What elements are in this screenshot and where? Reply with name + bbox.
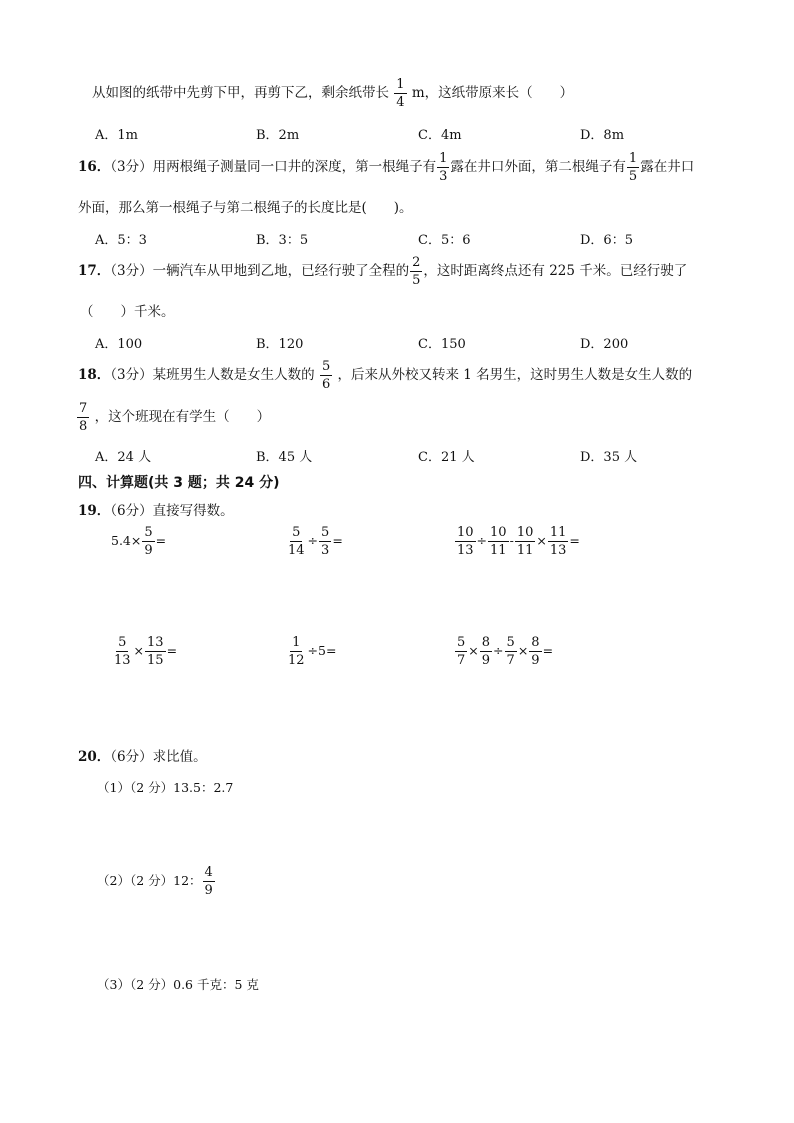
- q19-expr-4: $\frac{5}{13}$ × $\frac{13}{15}$ =: [114, 635, 178, 668]
- q16-fraction-1: $\frac{1}{3}$: [439, 151, 448, 184]
- q17-score: （3分）: [110, 263, 153, 279]
- q20-part-2: （2）（2 分）12： $\frac{4}{9}$: [97, 865, 213, 898]
- q19-stem: [78, 499, 234, 519]
- q18-option-b[interactable]: B．45 人: [256, 450, 313, 465]
- q20-score: （6分）: [110, 749, 153, 765]
- q20-part-2-fraction: $\frac{4}{9}$: [204, 865, 213, 898]
- q18-line2: [76, 402, 270, 433]
- q20-stem: [78, 745, 207, 765]
- q15-fraction: $\frac{1}{4}$: [396, 77, 405, 110]
- q16-option-c[interactable]: C．5：6: [418, 233, 471, 248]
- q16-option-b[interactable]: B．3：5: [256, 233, 309, 248]
- q17-text2: ，这时距离终点还有 225 千米。已经行驶了: [423, 263, 688, 279]
- q15-option-a[interactable]: A．1m: [95, 128, 138, 143]
- q16-text1: 用两根绳子测量同一口井的深度，第一根绳子有: [152, 159, 437, 175]
- q15-option-b[interactable]: B．2m: [256, 128, 300, 143]
- q17-option-d[interactable]: D．200: [580, 337, 629, 352]
- q17-option-a[interactable]: A．100: [95, 337, 143, 352]
- q16-fraction-2: $\frac{1}{5}$: [628, 151, 638, 184]
- q18-text2: ，后来从外校又转来 1 名男生，这时男生人数是女生人数的: [337, 367, 693, 383]
- q15-text-before: 从如图的纸带中先剪下甲，再剪下乙，剩余纸带长: [92, 85, 389, 101]
- q18-number: 18．: [78, 367, 111, 383]
- q20-text: 求比值。: [152, 749, 207, 765]
- q17-option-c[interactable]: C．150: [418, 337, 466, 352]
- q19-number: 19．: [78, 503, 111, 519]
- q16-text3: 露在井口: [640, 159, 695, 175]
- q17-stem: [78, 256, 687, 287]
- q16-text2: 露在井口外面，第二根绳子有: [450, 159, 626, 175]
- q18-score: （3分）: [110, 367, 153, 383]
- q18-option-d[interactable]: D．35 人: [580, 450, 638, 465]
- q16-score: （3分）: [110, 159, 153, 175]
- q19-expr-2: $\frac{5}{14}$ ÷ $\frac{5}{3}$ =: [288, 525, 343, 558]
- q20-part-1: （1）（2 分）13.5：2.7: [97, 780, 234, 795]
- q20-number: 20．: [78, 749, 111, 765]
- q19-text: 直接写得数。: [152, 503, 234, 519]
- q16-option-a[interactable]: A．5：3: [95, 233, 147, 248]
- q17-line2: （ ）千米。: [80, 304, 175, 320]
- q15-text-after: m，这纸带原来长（ ）: [411, 85, 574, 101]
- q19-expr-1: 5.4× $\frac{5}{9}$ =: [111, 525, 167, 558]
- q18-option-a[interactable]: A．24 人: [95, 450, 152, 465]
- q15-option-d[interactable]: D．8m: [580, 128, 625, 143]
- q16-stem: [78, 152, 694, 183]
- q18-line2-text: ，这个班现在有学生（ ）: [94, 409, 271, 425]
- q16-line2: 外面，那么第一根绳子与第二根绳子的长度比是( )。: [78, 200, 413, 216]
- q19-expr-5: $\frac{1}{12}$ ÷5=: [288, 635, 337, 668]
- section-title: 四、计算题(共 3 题；共 24 分): [78, 475, 280, 491]
- q19-expr-6: $\frac{5}{7}$ × $\frac{8}{9}$ ÷ $\frac{5}{7}$ × $\frac{8}{9}$ =: [457, 635, 554, 668]
- q18-fraction-1: $\frac{5}{6}$: [321, 359, 331, 392]
- q17-fraction: $\frac{2}{5}$: [412, 255, 421, 288]
- q15-option-c[interactable]: C．4m: [418, 128, 462, 143]
- q18-fraction-2: $\frac{7}{8}$: [79, 401, 88, 434]
- q19-expr-3: $\frac{10}{13}$ ÷ $\frac{10}{11}$ - $\frac{10}{11}$ × $\frac{11}{13}$ =: [457, 525, 580, 558]
- q20-part-3: （3）（2 分）0.6 千克：5 克: [97, 977, 259, 992]
- q17-number: 17．: [78, 263, 111, 279]
- q16-option-d[interactable]: D．6：5: [580, 233, 633, 248]
- q16-number: 16．: [78, 159, 111, 175]
- q19-score: （6分）: [110, 503, 153, 519]
- q17-text1: 一辆汽车从甲地到乙地，已经行驶了全程的: [152, 263, 410, 279]
- q18-text1: 某班男生人数是女生人数的: [152, 367, 315, 383]
- q18-option-c[interactable]: C．21 人: [418, 450, 475, 465]
- q18-stem: [78, 360, 692, 391]
- q15-stem: [92, 78, 573, 109]
- q17-option-b[interactable]: B．120: [256, 337, 304, 352]
